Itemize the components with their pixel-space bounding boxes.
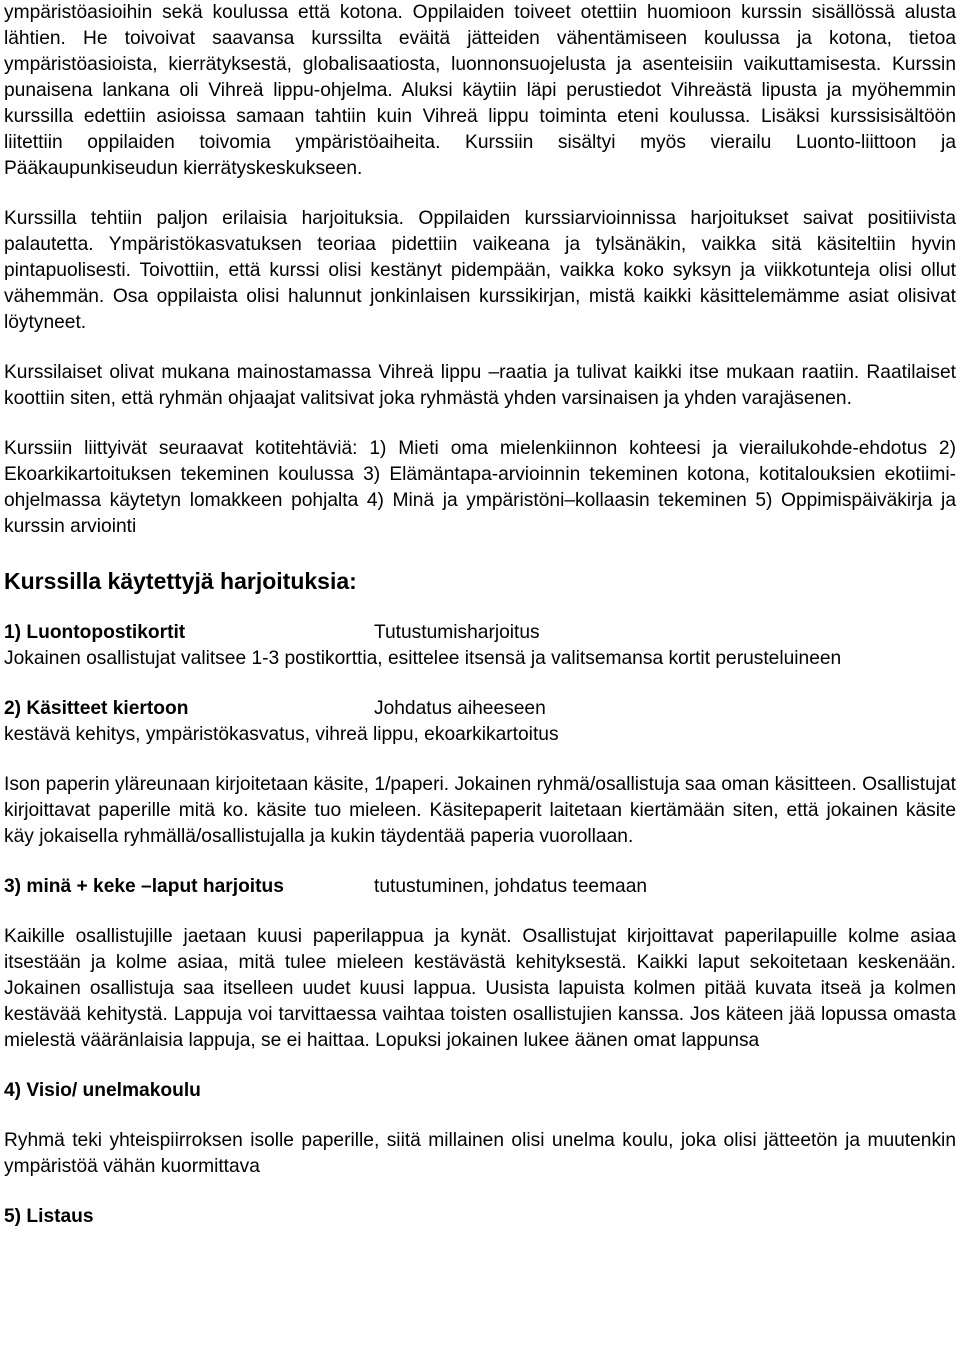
green-flag-council-paragraph: Kurssilaiset olivat mukana mainostamassa Vihreä lippu –raatia ja tulivat kaikki itse mukaan raatiin. Raatilaiset koottiin siten, että ryhmän ohjaajat valitsivat joka ryhmästä yhden varsinaisen ja yhden varajäsenen. <box>4 362 956 409</box>
exercise-4-text: Ryhmä teki yhteispiirroksen isolle paperille, siitä millainen olisi unelma koulu, joka olisi jätteetön ja muutenkin ympäristöä vähän kuormittava <box>4 1130 956 1177</box>
exercise-3-heading <box>4 874 956 900</box>
exercise-2-heading <box>4 696 956 722</box>
homework-paragraph: Kurssiin liittyivät seuraavat kotitehtäviä: 1) Mieti oma mielenkiinnon kohteesi ja vierailukohde-ehdotus 2) Ekoarkikartoituksen tekeminen koulussa 3) Elämäntapa-arvioinnin tekeminen kotona, kotitalouksien ekotiimi-ohjelmassa käytetyn lomakkeen pohjalta 4) Minä ja ympäristöni–kollaasin tekeminen 5) Oppimispäiväkirja ja kurssin arviointi <box>4 438 956 537</box>
exercise-1-heading <box>4 620 956 646</box>
exercise-1-text: Jokainen osallistujat valitsee 1-3 postikorttia, esittelee itsensä ja valitsemansa kortit perusteluineen <box>4 648 842 669</box>
exercise-2-text: Ison paperin yläreunaan kirjoitetaan käsite, 1/paperi. Jokainen ryhmä/osallistuja saa oman käsitteen. Osallistujat kirjoittavat paperille mitä ko. käsite tuo mieleen. Käsitepaperit laitetaan kiertämään siten, että jokainen käsite käy jokaisella ryhmällä/osallistujalla ja kukin täydentää paperia vuorollaan. <box>4 774 956 847</box>
exercise-2-title: 2) Käsitteet kiertoon <box>4 698 189 719</box>
exercise-3-title: 3) minä + keke –laput harjoitus <box>4 876 284 897</box>
exercise-5-heading <box>4 1204 956 1230</box>
exercise-4-title: 4) Visio/ unelmakoulu <box>4 1080 201 1101</box>
section-heading: Kurssilla käytettyjä harjoituksia: <box>4 568 357 594</box>
exercise-5-title: 5) Listaus <box>4 1206 94 1227</box>
exercises-feedback-paragraph: Kurssilla tehtiin paljon erilaisia harjoituksia. Oppilaiden kurssiarvioinnissa harjoitukset saivat positiivista palautetta. Ympäristökasvatuksen teoriaa pidettiin vaikeana ja tylsänäkin, vaikka sitä käsiteltiin hyvin pintapuolisesti. Toivottiin, että kurssi olisi kestänyt pidempään, vaikka koko syksyn ja viikkotunteja olisi ollut vähemmän. Osa oppilaista olisi halunnut jonkinlaisen kurssikirjan, mistä kaikki käsittelemämme asiat olisivat löytyneet. <box>4 208 956 333</box>
exercise-1-kind: Tutustumisharjoitus <box>374 622 540 643</box>
exercise-2-concepts: kestävä kehitys, ympäristökasvatus, vihreä lippu, ekoarkikartoitus <box>4 724 559 745</box>
exercise-2-kind: Johdatus aiheeseen <box>374 698 546 719</box>
intro-paragraph: ympäristöasioihin sekä koulussa että kotona. Oppilaiden toiveet otettiin huomioon kurssin sisällössä alusta lähtien. He toivoivat saavansa kurssilta eväitä jätteiden vähentämiseen koulussa ja kotona, tietoa ympäristöasioista, kierrätyksestä, globalisaatiosta, luonnonsuojelusta ja asenteisiin vaikuttamisesta. Kurssin punaisena lankana oli Vihreä lippu-ohjelma. Aluksi käytiin läpi perustiedot Vihreästä lipusta ja myöhemmin kurssilla edettiin asioissa samaan tahtiin kuin Vihreä lippu toiminta eteni koulussa. Lisäksi kurssisisältöön liitettiin oppilaiden toivomia ympäristöaiheita. Kurssiin sisältyi myös vierailu Luonto-liittoon ja Pääkaupunkiseudun kierrätyskeskukseen. <box>4 2 956 179</box>
exercise-3-text: Kaikille osallistujille jaetaan kuusi paperilappua ja kynät. Osallistujat kirjoittavat paperilapuille kolme asiaa itsestään ja kolme asiaa, mitä tulee mieleen kestävästä kehityksestä. Kaikki laput sekoitetaan keskenään. Jokainen osallistuja saa itselleen uudet kuusi lappua. Uusista lapuista kolmen pitää kuvata itseä ja kolmen kestävää kehitystä. Lappuja voi tarvittaessa vaihtaa toisten osallistujien kanssa. Jos käteen jää lopussa omasta mielestä vääränlaisia lappuja, se ei haittaa. Lopuksi jokainen lukee äänen omat lappunsa <box>4 926 956 1051</box>
document-page <box>4 0 956 1230</box>
exercise-1-title: 1) Luontopostikortit <box>4 622 186 643</box>
exercise-4-heading <box>4 1078 956 1104</box>
exercise-3-kind: tutustuminen, johdatus teemaan <box>374 876 648 897</box>
